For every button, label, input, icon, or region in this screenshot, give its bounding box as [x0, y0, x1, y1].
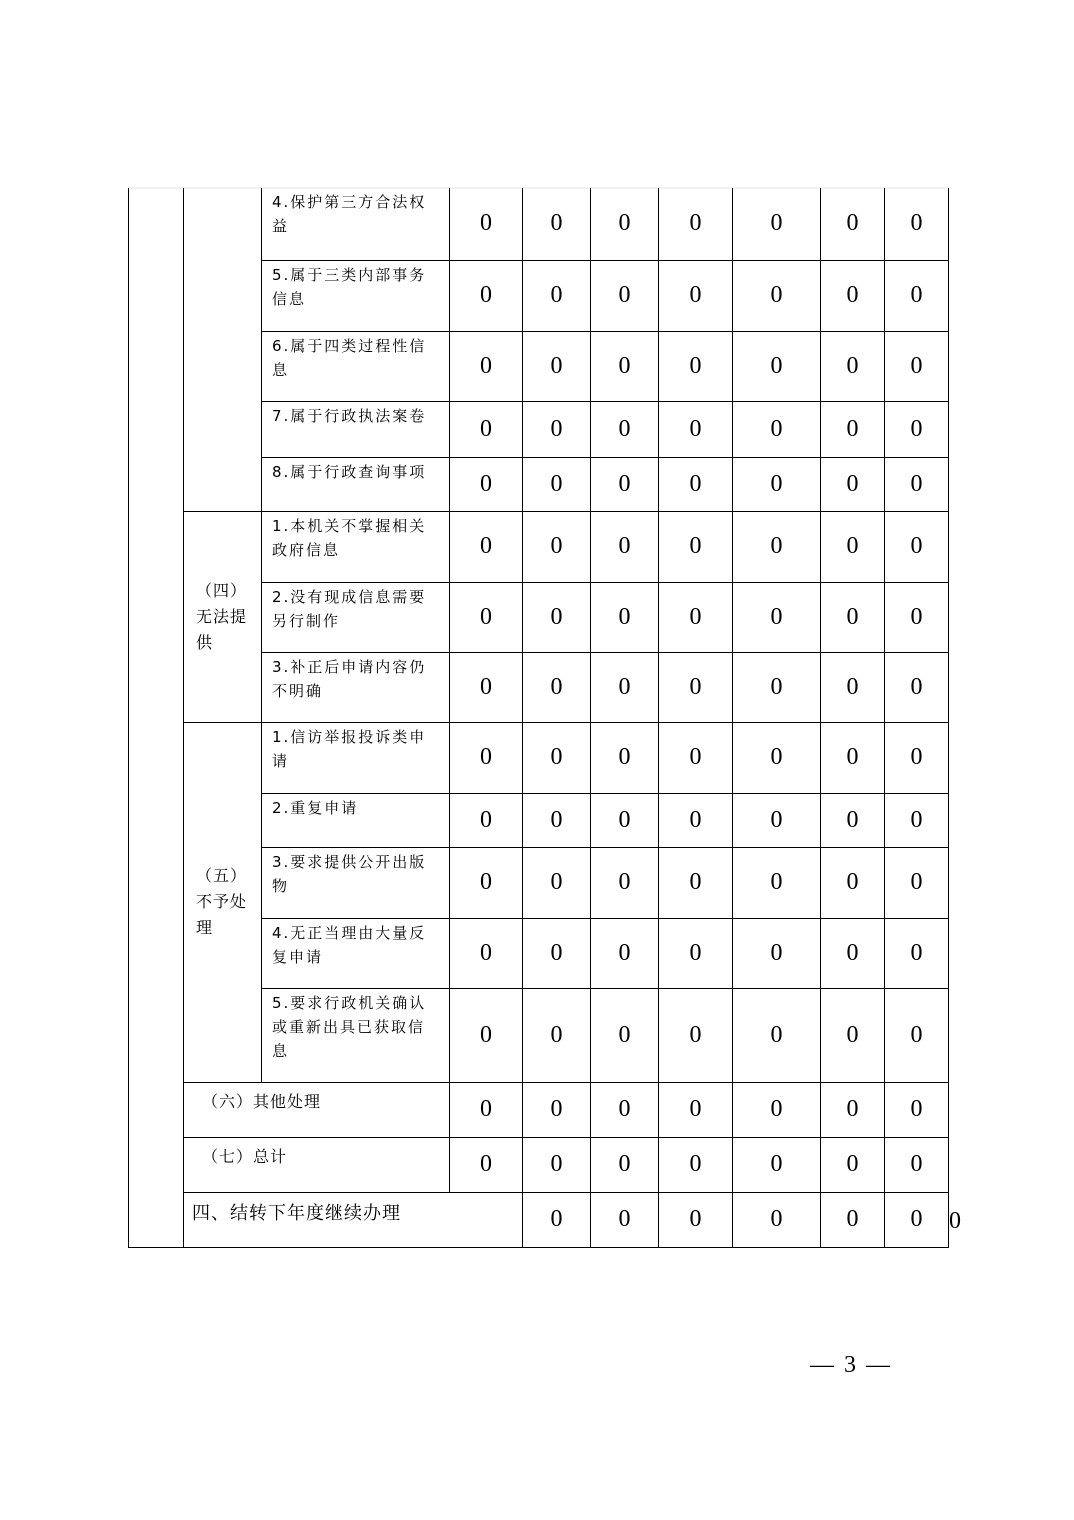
cell-value: 0 [659, 918, 733, 988]
table-row: 四、结转下年度继续办理 0 0 0 0 0 0 0 [129, 1192, 949, 1247]
cell-value: 0 [523, 1192, 591, 1247]
cell-value: 0 [821, 918, 885, 988]
cell-value: 0 [523, 401, 591, 457]
cell-value: 0 [523, 847, 591, 918]
cell-value: 0 [885, 652, 949, 722]
cell-value: 0 [591, 457, 659, 511]
cell-value: 0 [591, 1137, 659, 1192]
cell-value: 0 [821, 260, 885, 331]
cell-value: 0 [523, 260, 591, 331]
cell-value: 0 [733, 722, 821, 793]
cell-value: 0 [733, 652, 821, 722]
cell-value: 0 [733, 918, 821, 988]
cell-value: 0 [591, 188, 659, 260]
cell-value: 0 [733, 457, 821, 511]
cell-value: 0 [591, 331, 659, 401]
cell-value: 0 [885, 1192, 949, 1247]
cell-value: 0 [659, 988, 733, 1082]
row-label: 2.没有现成信息需要另行制作 [262, 582, 450, 652]
row-label: 7.属于行政执法案卷 [262, 401, 450, 457]
cell-value: 0 [523, 722, 591, 793]
cell-value: 0 [821, 457, 885, 511]
cell-value: 0 [659, 582, 733, 652]
cell-value: 0 [450, 847, 523, 918]
cell-value: 0 [821, 331, 885, 401]
row-label: 8.属于行政查询事项 [262, 457, 450, 511]
cell-value: 0 [659, 457, 733, 511]
cell-value: 0 [733, 401, 821, 457]
cell-value: 0 [885, 188, 949, 260]
cell-value: 0 [523, 582, 591, 652]
cell-value: 0 [523, 988, 591, 1082]
cell-value: 0 [523, 457, 591, 511]
row-label: 2.重复申请 [262, 793, 450, 847]
table-row [129, 1082, 949, 1137]
cell-value: 0 [591, 1082, 659, 1137]
cell-value: 0 [733, 188, 821, 260]
table-row [129, 188, 949, 260]
cell-value: 0 [450, 793, 523, 847]
cell-value: 0 [733, 511, 821, 582]
cell-value: 0 [821, 511, 885, 582]
cell-value: 0 [885, 331, 949, 401]
cell-value: 0 [659, 722, 733, 793]
row-label: 1.信访举报投诉类申请 [262, 722, 450, 793]
cell-value: 0 [659, 847, 733, 918]
row-label: （六）其他处理 [184, 1082, 450, 1137]
cell-value: 0 [591, 582, 659, 652]
cell-value: 0 [450, 988, 523, 1082]
cell-value: 0 [733, 988, 821, 1082]
cell-value: 0 [450, 1082, 523, 1137]
row-label: 4.无正当理由大量反复申请 [262, 918, 450, 988]
cell-value: 0 [591, 1192, 659, 1247]
cell-value: 0 [821, 988, 885, 1082]
cell-value: 0 [591, 260, 659, 331]
cell-value: 0 [659, 260, 733, 331]
cell-value: 0 [885, 1082, 949, 1137]
table-row [129, 1137, 949, 1192]
cell-value: 0 [733, 1082, 821, 1137]
cell-value: 0 [523, 793, 591, 847]
row-label: 5.属于三类内部事务信息 [262, 260, 450, 331]
cell-value: 0 [885, 582, 949, 652]
cell-value: 0 [523, 1137, 591, 1192]
cell-value: 0 [821, 1082, 885, 1137]
cell-value: 0 [659, 511, 733, 582]
cell-value: 0 [523, 918, 591, 988]
table-row [129, 722, 949, 793]
cell-value: 0 [450, 331, 523, 401]
row-label: 1.本机关不掌握相关政府信息 [262, 511, 450, 582]
cell-value: 0 [821, 793, 885, 847]
row-label: 4.保护第三方合法权益 [262, 188, 450, 260]
cell-value: 0 [659, 1137, 733, 1192]
cell-value: 0 [659, 652, 733, 722]
section-3-column [129, 188, 184, 1247]
cell-value: 0 [450, 918, 523, 988]
cell-value: 0 [821, 1137, 885, 1192]
row-label: （七）总计 [184, 1137, 450, 1192]
cell-value: 0 [821, 652, 885, 722]
cell-value: 0 [885, 793, 949, 847]
row-label: 3.要求提供公开出版物 [262, 847, 450, 918]
cell-value: 0 [450, 652, 523, 722]
cell-value: 0 [659, 793, 733, 847]
cell-value: 0 [591, 722, 659, 793]
cell-value: 0 [885, 511, 949, 582]
table-row [129, 511, 949, 582]
cell-value: 0 [450, 582, 523, 652]
cell-value: 0 [885, 401, 949, 457]
cell-value: 0 [821, 401, 885, 457]
cell-value: 0 [450, 457, 523, 511]
cell-value: 0 [450, 260, 523, 331]
cell-value: 0 [733, 331, 821, 401]
statistics-table [128, 188, 961, 1248]
cell-value: 0 [591, 401, 659, 457]
row-label: 四、结转下年度继续办理 [184, 1192, 523, 1247]
row-label: 3.补正后申请内容仍不明确 [262, 652, 450, 722]
cell-value: 0 [591, 511, 659, 582]
cell-value: 0 [591, 918, 659, 988]
cell-value: 0 [821, 582, 885, 652]
cell-value: 0 [523, 188, 591, 260]
cell-value: 0 [885, 988, 949, 1082]
cell-value: 0 [591, 793, 659, 847]
cell-value: 0 [885, 722, 949, 793]
cell-value: 0 [450, 511, 523, 582]
cell-value: 0 [659, 1082, 733, 1137]
cell-value: 0 [591, 652, 659, 722]
row-label: 5.要求行政机关确认或重新出具已获取信息 [262, 988, 450, 1082]
cell-value: 0 [450, 188, 523, 260]
cell-value: 0 [523, 511, 591, 582]
cell-value: 0 [821, 847, 885, 918]
cell-value: 0 [821, 1192, 885, 1247]
cell-value: 0 [733, 1192, 821, 1247]
group-label: （四）无法提供 [184, 511, 262, 722]
cell-value: 0 [659, 331, 733, 401]
row-label: 6.属于四类过程性信息 [262, 331, 450, 401]
cell-value: 0 [885, 1137, 949, 1192]
cell-value: 0 [885, 260, 949, 331]
cell-value: 0 [523, 1082, 591, 1137]
cell-value: 0 [885, 847, 949, 918]
cell-value: 0 [450, 722, 523, 793]
cell-value: 0 [523, 652, 591, 722]
cell-value: 0 [659, 401, 733, 457]
cell-value: 0 [733, 847, 821, 918]
cell-value: 0 [733, 1137, 821, 1192]
cell-value: 0 [733, 260, 821, 331]
cell-value: 0 [523, 331, 591, 401]
cell-value: 0 [733, 582, 821, 652]
cell-value: 0 [733, 793, 821, 847]
cell-value: 0 [659, 188, 733, 260]
group-label: （五）不予处理 [184, 722, 262, 1082]
cell-value: 0 [885, 918, 949, 988]
cell-value: 0 [821, 722, 885, 793]
cell-value: 0 [450, 1137, 523, 1192]
page-number: — 3 — [810, 1352, 892, 1378]
cell-value: 0 [591, 847, 659, 918]
cell-value: 0 [659, 1192, 733, 1247]
cell-value: 0 [821, 188, 885, 260]
cell-value: 0 [885, 457, 949, 511]
group-3-column [184, 188, 262, 511]
cell-value: 0 [591, 988, 659, 1082]
cell-value: 0 [450, 401, 523, 457]
